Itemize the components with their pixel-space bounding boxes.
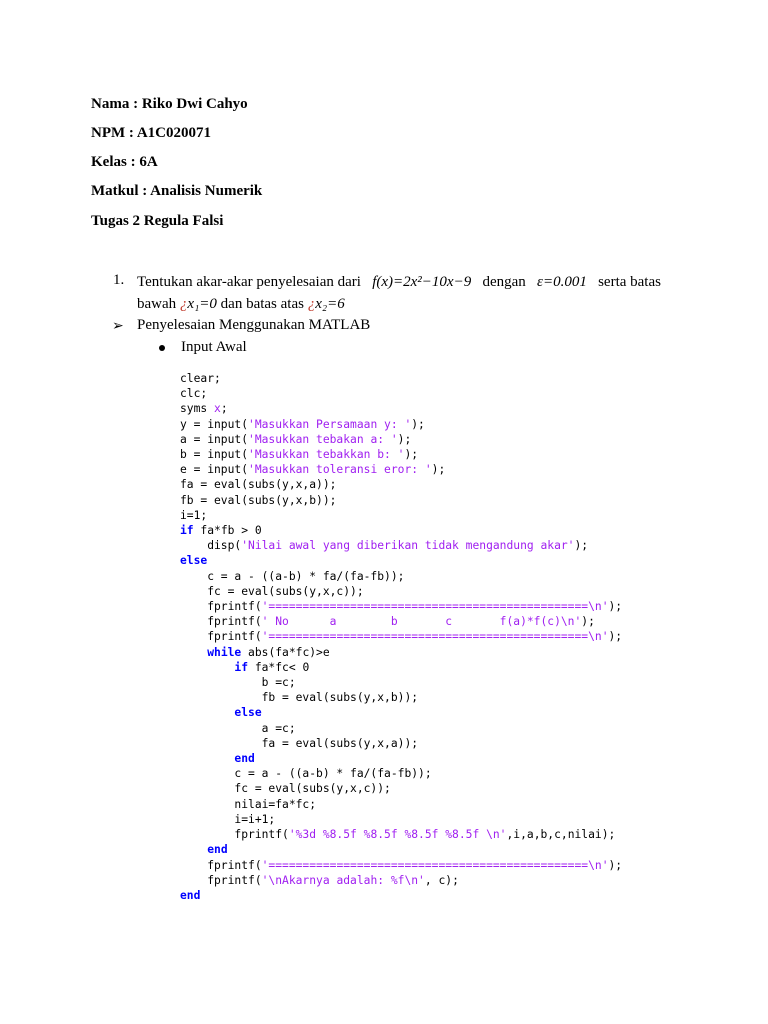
question-line-1 [137,272,677,292]
code-keyword: if [234,660,249,674]
code-string: 'Masukkan tebakkan b: ' [248,448,405,462]
code-text: clc; [180,387,208,401]
code-text: c = a - ((a-b) * fa/(fa-fb)); [180,569,405,583]
code-text: i=i+1; [180,812,276,826]
code-line [180,873,622,888]
code-text: fprintf( [180,873,262,887]
question-number: 1. [113,272,125,288]
code-text [180,646,207,659]
code-text: fa = eval(subs(y,x,a)); [180,478,337,492]
code-keyword: end [207,843,228,857]
code-string: ' No a b c f(a)*f(c)\n' [261,615,582,629]
code-text: fprintf( [180,828,289,842]
code-text: fprintf( [180,858,262,872]
code-text [180,661,234,674]
question-line-2 [137,294,345,314]
upper-bound: x₂=6 [315,296,345,312]
code-text: a = input( [180,432,249,446]
code-text: ); [608,630,623,644]
code-text: b = input( [180,448,249,462]
question-text-e: dan batas atas [220,296,304,312]
code-string: 'Masukkan toleransi eror: ' [248,463,432,477]
code-line [180,629,622,644]
code-text [180,706,234,719]
code-keyword: while [207,645,242,659]
code-line [180,660,622,675]
code-keyword: end [234,752,255,766]
code-text: i=1; [180,508,208,522]
code-line [180,827,622,842]
code-text: ,i,a,b,c,nilai); [506,828,616,842]
code-text: fprintf( [180,615,262,629]
function-formula: f(x)=2x²−10x−9 [372,274,472,290]
code-text: fc = eval(subs(y,x,c)); [180,584,364,598]
code-text: disp( [180,539,242,553]
class-line: Kelas : 6A [91,154,158,170]
code-line [180,523,622,538]
code-text: nilai=fa*fc; [180,797,317,811]
code-text: syms [180,402,215,416]
code-line [180,614,622,629]
npm-line: NPM : A1C020071 [91,125,211,141]
code-text: abs(fa*fc)>e [241,645,330,659]
code-text: a =c; [180,721,296,735]
code-line [180,508,622,523]
code-string: '%3d %8.5f %8.5f %8.5f %8.5f \n' [288,828,507,842]
code-line [180,858,622,873]
code-text: ); [397,432,412,446]
code-string: x [214,402,221,416]
code-line [180,386,622,401]
code-keyword: else [180,554,208,568]
code-keyword: else [234,706,262,720]
epsilon-value: ε=0.001 [537,274,587,290]
code-line [180,538,622,553]
code-line [180,842,622,857]
code-line [180,584,622,599]
code-line [180,736,622,751]
code-line [180,417,622,432]
code-text: fa = eval(subs(y,x,a)); [180,736,419,750]
code-line [180,690,622,705]
question-text-b: dengan [482,274,526,290]
question-text-a: Tentukan akar-akar penyelesaian dari [137,274,361,290]
assignment-title: Tugas 2 Regula Falsi [91,213,224,229]
code-text: , c); [424,873,459,887]
code-text: ; [220,402,228,416]
code-string: 'Masukkan tebakan a: ' [248,432,398,446]
subsection-title: Input Awal [181,339,247,355]
code-keyword: if [180,524,194,538]
code-string: 'Nilai awal yang diberikan tidak mengandung akar' [241,539,575,553]
code-text: fprintf( [180,630,262,644]
code-line [180,569,622,584]
code-text [180,843,207,856]
code-line [180,797,622,812]
course-line: Matkul : Analisis Numerik [91,183,263,199]
section-title: Penyelesaian Menggunakan MATLAB [137,317,371,333]
code-line [180,781,622,796]
code-text: fa*fb > 0 [193,524,262,538]
name-line: Nama : Riko Dwi Cahyo [91,96,248,112]
code-line [180,705,622,720]
code-text: b =c; [180,676,296,690]
code-line [180,401,622,416]
marker-glyph-2: ¿ [307,296,316,312]
code-line [180,371,622,386]
code-line [180,599,622,614]
code-line [180,721,622,736]
code-line [180,447,622,462]
code-line [180,751,622,766]
dot-bullet-icon [159,345,165,351]
code-line [180,553,622,568]
code-text: ); [581,615,595,629]
code-text: ); [411,417,425,431]
question-text-d: bawah [137,296,177,312]
matlab-code-block [180,371,622,903]
code-text [180,752,234,765]
code-text: fa*fc< 0 [248,660,310,674]
lower-bound: x₁=0 [187,296,217,312]
code-text: fc = eval(subs(y,x,c)); [180,782,391,796]
code-line [180,462,622,477]
code-string: 'Masukkan Persamaan y: ' [248,417,412,431]
code-line [180,477,622,492]
marker-glyph: ¿ [179,296,188,312]
question-text-c: serta batas [598,274,661,290]
arrow-bullet-icon: ➢ [112,319,124,334]
code-string: '===============================================\n' [261,600,609,614]
code-text: y = input( [180,417,249,431]
code-string: '\nAkarnya adalah: %f\n' [261,873,425,887]
code-line [180,675,622,690]
code-string: '===============================================\n' [261,858,609,872]
code-text: ); [431,463,446,477]
code-text: fprintf( [180,600,262,614]
code-text: ); [574,539,589,553]
code-line [180,766,622,781]
code-line [180,432,622,447]
code-text: ); [608,600,623,614]
code-line [180,645,622,660]
code-text: fb = eval(subs(y,x,b)); [180,691,419,705]
code-line [180,888,622,903]
code-line [180,812,622,827]
code-string: '===============================================\n' [261,630,609,644]
code-text: clear; [180,372,221,385]
code-text: ); [404,448,419,462]
code-text: c = a - ((a-b) * fa/(fa-fb)); [180,767,432,781]
code-text: e = input( [180,463,249,477]
code-line [180,493,622,508]
code-text: ); [608,858,623,872]
code-text: fb = eval(subs(y,x,b)); [180,493,337,507]
code-keyword: end [180,888,201,902]
